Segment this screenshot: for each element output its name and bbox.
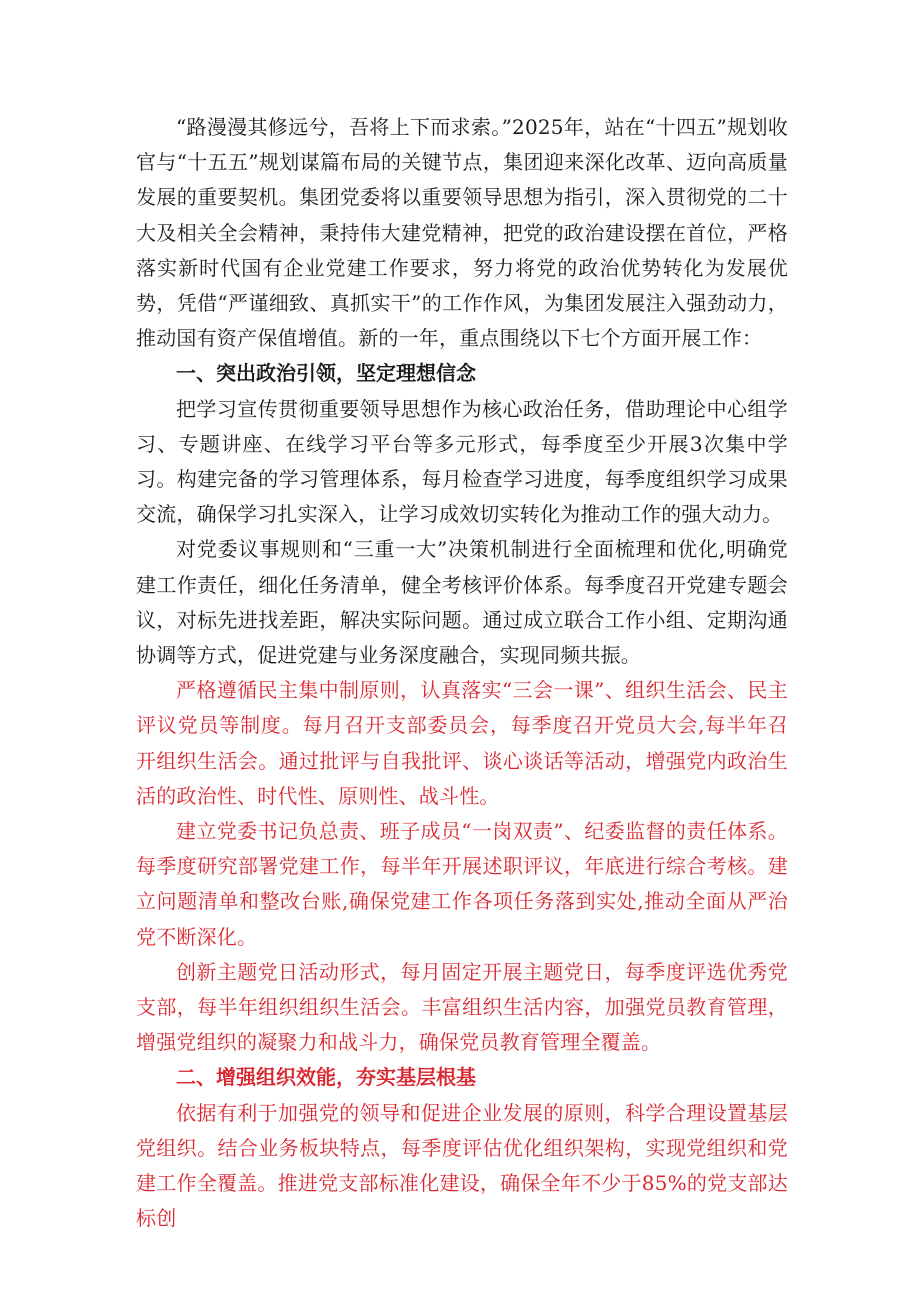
section-1-paragraph-4: 建立党委书记负总责、班子成员“一岗双责”、纪委监督的责任体系。每季度研究部署党建工作，每半年开展述职评议，年底进行综合考核。建立问题清单和整改台账,确保党建工作各项任务落到实处,推动全面从严治党不断深化。 [136,819,788,949]
section-1-paragraph-2: 对党委议事规则和“三重一大”决策机制进行全面梳理和优化,明确党建工作责任，细化任务清单，健全考核评价体系。每季度召开党建专题会议，对标先进找差距，解决实际问题。通过成立联合工作小组、定期沟通协调等方式，促进党建与业务深度融合，实现同频共振。 [136,537,788,668]
section-1-heading: 一、突出政治引领，坚定理想信念 [176,361,476,386]
section-1-paragraph-3: 严格遵循民主集中制原则，认真落实“三会一课”、组织生活会、民主评议党员等制度。每月召开支部委员会，每季度召开党员大会,每半年召开组织生活会。通过批评与自我批评、谈心谈话等活动，增强党内政治生活的政治性、时代性、原则性、战斗性。 [136,678,788,808]
section-2-heading: 二、增强组织效能，夯实基层根基 [176,1065,476,1090]
intro-paragraph: “路漫漫其修远兮，吾将上下而求索。”2025年，站在“十四五”规划收官与“十五五”规划谋篇布局的关键节点，集团迎来深化改革、迈向高质量发展的重要契机。集团党委将以重要领导思想为指引，深入贯彻党的二十大及相关全会精神，秉持伟大建党精神，把党的政治建设摆在首位，严格落实新时代国有企业党建工作要求，努力将党的政治优势转化为发展优势，凭借“严谨细致、真抓实干”的工作作风，为集团发展注入强劲动力，推动国有资产保值增值。新的一年，重点围绕以下七个方面开展工作： [136,115,788,351]
section-2-paragraph-1: 依据有利于加强党的领导和促进企业发展的原则，科学合理设置基层党组织。结合业务板块特点，每季度评估优化组织架构，实现党组织和党建工作全覆盖。推进党支部标准化建设，确保全年不少于85%的党支部达标创 [136,1100,788,1231]
section-1-paragraph-1: 把学习宣传贯彻重要领导思想作为核心政治任务，借助理论中心组学习、专题讲座、在线学习平台等多元形式，每季度至少开展3次集中学习。构建完备的学习管理体系，每月检查学习进度，每季度组织学习成果交流，确保学习扎实深入，让学习成效切实转化为推动工作的强大动力。 [136,396,788,527]
document-page [136,110,788,1237]
section-1-paragraph-5: 创新主题党日活动形式，每月固定开展主题党日，每季度评选优秀党支部，每半年组织组织生活会。丰富组织生活内容，加强党员教育管理，增强党组织的凝聚力和战斗力，确保党员教育管理全覆盖。 [136,959,788,1055]
